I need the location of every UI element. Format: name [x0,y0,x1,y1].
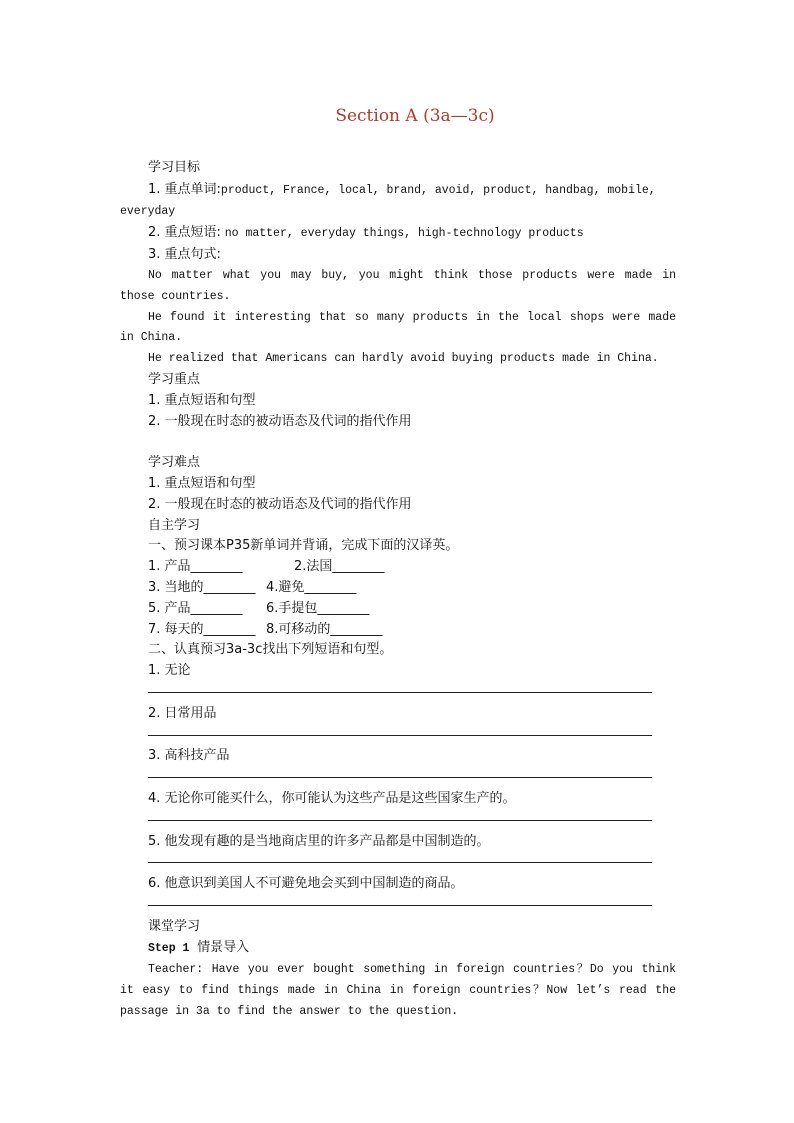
goals-sentence-3: He realized that Americans can hardly avoid buying products made in China. [148,352,659,366]
vocab-item: 3. 当地的________ [148,579,256,595]
vocab-row [120,599,676,620]
key-points-item-1: 1. 重点短语和句型 [148,392,256,408]
answer-line[interactable] [148,767,652,778]
goals-item-2-phrases: no matter, everyday things, high-technology products [224,227,584,241]
self-study-heading: 自主学习 [148,517,201,533]
difficulties-item-1: 1. 重点短语和句型 [148,475,256,491]
vocab-row [120,557,676,578]
teacher-text: Teacher: Have you ever bought something in foreign countries？Do you think it easy to find things made in China in foreign countries？Now let’s read the passage in 3a to find the answer to the question. [120,963,676,1018]
vocab-item: 2.法国________ [294,559,385,575]
goals-item-2-line [120,222,676,245]
phrase-prompt: 5. 他发现有趣的是当地商店里的许多产品都是中国制造的。 [148,833,490,849]
answer-line[interactable] [148,682,652,693]
goals-item-1-prefix: 1. 重点单词: [148,181,221,197]
classroom-heading: 课堂学习 [148,918,201,934]
page-title: Section A (3a—3c) [335,106,495,126]
phrase-prompt: 6. 他意识到美国人不可避免地会买到中国制造的商品。 [148,876,464,892]
key-points-item-2: 2. 一般现在时态的被动语态及代词的指代作用 [148,413,412,429]
document-body [120,158,676,1023]
answer-line[interactable] [148,852,652,863]
phrase-prompt: 4. 无论你可能买什么，你可能认为这些产品是这些国家生产的。 [148,790,516,806]
vocab-item: 4.避免________ [266,579,357,595]
phrase-prompt: 1. 无论 [148,663,191,679]
difficulties-item-2: 2. 一般现在时态的被动语态及代词的指代作用 [148,496,412,512]
step-title: 情景导入 [197,940,250,956]
vocab-item: 8.可移动的________ [266,621,383,637]
difficulties-heading: 学习难点 [148,455,201,471]
vocab-item: 6.手提包________ [266,600,370,616]
goals-item-2-prefix: 2. 重点短语: [148,225,221,241]
step-label: Step 1 [148,942,190,956]
vocab-row [120,620,676,641]
goals-item-1-words: product, France, local, brand, avoid, product, handbag, mobile, [220,183,656,197]
vocab-row [120,578,676,599]
key-points-heading: 学习重点 [148,371,201,387]
phrase-prompt: 3. 高科技产品 [148,748,230,764]
goals-item-3: 3. 重点句式: [148,247,221,263]
goals-item-1-words-cont: everyday [120,204,176,218]
self-study-part-1-title: 一、预习课本P35新单词并背诵，完成下面的汉译英。 [148,538,459,554]
spacer [120,432,676,453]
goals-sentence-1: No matter what you may buy, you might think those products were made in those countries. [120,268,676,303]
phrase-prompt: 2. 日常用品 [148,705,217,721]
vocab-item: 5. 产品________ [148,600,243,616]
answer-line[interactable] [148,895,652,906]
goals-sentence-2: He found it interesting that so many products in the local shops were made in China. [120,310,676,345]
answer-line[interactable] [148,725,652,736]
goals-heading: 学习目标 [148,160,201,175]
goals-item-1-line [120,179,676,202]
vocab-item: 1. 产品________ [148,559,243,575]
self-study-part-2-title: 二、认真预习3a-3c找出下列短语和句型。 [148,642,393,658]
answer-line[interactable] [148,810,652,821]
vocab-item: 7. 每天的________ [148,621,256,637]
step-1-line [120,937,676,960]
